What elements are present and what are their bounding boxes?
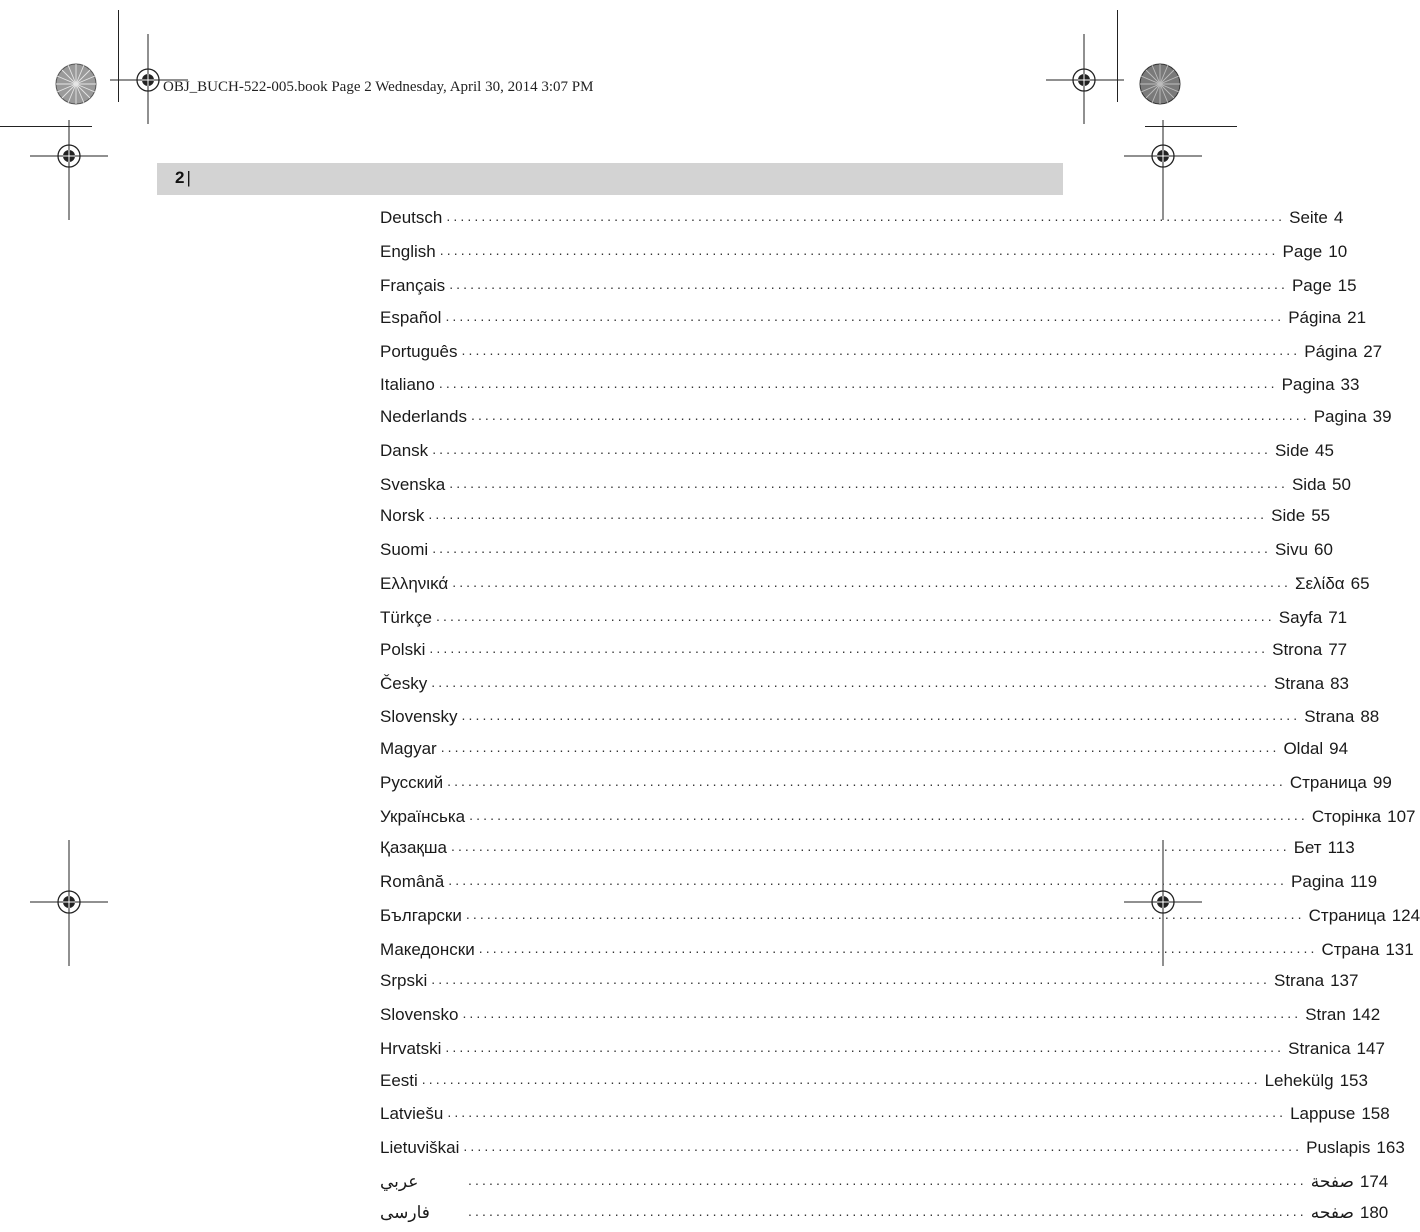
toc-entry[interactable] (380, 273, 1357, 299)
toc-page-label: صفحه (1310, 1203, 1354, 1222)
toc-page-number: 147 (1356, 1039, 1385, 1058)
toc-page-number: 15 (1337, 276, 1357, 295)
toc-page-number: 33 (1340, 375, 1360, 394)
crosshair-target-icon (1046, 34, 1124, 124)
toc-entry[interactable] (380, 968, 1359, 994)
toc-leader-dots: ........................................................................................................................ (429, 640, 1269, 656)
toc-page-number: 174 (1359, 1172, 1389, 1191)
toc-leader-dots: ........................................................................................................................ (468, 1172, 1307, 1188)
print-slug: OBJ_BUCH-522-005.book Page 2 Wednesday, April 30, 2014 3:07 PM (163, 79, 594, 95)
toc-leader-dots: ........................................................................................................................ (445, 1039, 1285, 1055)
toc-page-number: 4 (1333, 208, 1344, 227)
toc-page-label: Stran (1305, 1005, 1346, 1024)
toc-page-label: Side (1271, 506, 1306, 525)
toc-page-label: Strana (1274, 971, 1325, 990)
toc-page-label: Page (1291, 276, 1332, 295)
toc-leader-dots: ........................................................................................................................ (463, 1138, 1303, 1154)
toc-page-label: صفحة (1310, 1172, 1354, 1191)
toc-page-number: 10 (1328, 242, 1348, 261)
toc-leader-dots: ........................................................................................................................ (447, 1104, 1287, 1120)
toc-page-label: Sida (1291, 475, 1326, 494)
toc-language: Hrvatski (380, 1039, 442, 1058)
page-number-separator: | (186, 168, 191, 187)
toc-entry[interactable] (380, 903, 1420, 929)
toc-language: Dansk (380, 441, 429, 460)
toc-language: Suomi (380, 540, 429, 559)
toc-entry[interactable] (380, 1101, 1390, 1127)
toc-page-label: Sivu (1274, 540, 1309, 559)
toc-language: Deutsch (380, 208, 443, 227)
toc-page-number: 142 (1351, 1005, 1381, 1024)
toc-page-number: 94 (1329, 739, 1349, 758)
page-header-band (157, 163, 1063, 195)
toc-leader-dots: ........................................................................................................................ (478, 940, 1318, 956)
toc-entry[interactable] (380, 1169, 1389, 1195)
toc-page-number: 39 (1372, 407, 1392, 426)
toc-entry[interactable] (380, 438, 1334, 464)
toc-leader-dots: ........................................................................................................................ (431, 674, 1270, 690)
toc-language: Français (380, 276, 446, 295)
toc-language: Македонски (380, 940, 475, 959)
toc-entry[interactable] (380, 1200, 1389, 1226)
toc-leader-dots: ........................................................................................................................ (428, 506, 1268, 522)
toc-page-number: 77 (1328, 640, 1348, 659)
toc-page-label: Страна (1321, 940, 1380, 959)
toc-page-label: Pagina (1291, 872, 1344, 891)
toc-leader-dots: ........................................................................................................................ (468, 1203, 1307, 1219)
toc-page-number: 131 (1385, 940, 1414, 959)
toc-language: Українська (380, 807, 466, 826)
toc-entry[interactable] (380, 937, 1414, 963)
toc-leader-dots: ........................................................................................................................ (446, 208, 1286, 224)
toc-entry[interactable] (380, 339, 1383, 365)
toc-entry[interactable] (380, 205, 1344, 231)
toc-page-label: Бет (1293, 838, 1322, 857)
toc-leader-dots: ........................................................................................................................ (469, 807, 1308, 823)
toc-language: Eesti (380, 1071, 418, 1090)
toc-page-number: 153 (1339, 1071, 1368, 1090)
toc-entry[interactable] (380, 736, 1349, 762)
toc-leader-dots: ........................................................................................................................ (449, 276, 1288, 292)
registration-starburst-icon (54, 62, 98, 106)
toc-entry[interactable] (380, 1068, 1368, 1094)
toc-language: Magyar (380, 739, 437, 758)
toc-language: English (380, 242, 436, 261)
toc-language: Slovensko (380, 1005, 459, 1024)
toc-page-label: Page (1282, 242, 1323, 261)
toc-page-number: 113 (1327, 838, 1355, 857)
toc-entry[interactable] (380, 1036, 1385, 1062)
toc-page-number: 21 (1347, 308, 1367, 327)
toc-language: Қазақша (380, 838, 447, 857)
toc-entry[interactable] (380, 503, 1331, 529)
toc-entry[interactable] (380, 537, 1333, 563)
toc-leader-dots: ........................................................................................................................ (449, 475, 1288, 491)
toc-page-label: Страница (1308, 906, 1386, 925)
toc-page-number: 163 (1376, 1138, 1405, 1157)
toc-language: Slovensky (380, 707, 458, 726)
toc-language: Ελληνικά (380, 574, 449, 593)
toc-entry[interactable] (380, 404, 1392, 430)
crosshair-target-icon (30, 120, 108, 220)
toc-language: Português (380, 342, 458, 361)
toc-page-label: Strana (1304, 707, 1355, 726)
toc-leader-dots: ........................................................................................................................ (440, 739, 1280, 755)
toc-page-label: Sayfa (1278, 608, 1323, 627)
toc-leader-dots: ........................................................................................................................ (461, 342, 1301, 358)
toc-page-number: 88 (1360, 707, 1380, 726)
toc-page-number: 124 (1391, 906, 1420, 925)
toc-leader-dots: ........................................................................................................................ (432, 441, 1271, 457)
toc-page-number: 71 (1328, 608, 1348, 627)
toc-leader-dots: ........................................................................................................................ (461, 707, 1301, 723)
toc-language: Norsk (380, 506, 425, 525)
toc-entry[interactable] (380, 637, 1348, 663)
toc-leader-dots: ........................................................................................................................ (450, 838, 1290, 854)
toc-page-label: Pagina (1313, 407, 1367, 426)
toc-page-number: 99 (1372, 773, 1392, 792)
toc-page-number: 55 (1311, 506, 1331, 525)
toc-leader-dots: ........................................................................................................................ (435, 608, 1275, 624)
toc-page-number: 180 (1359, 1203, 1389, 1222)
toc-page-label: Σελίδα (1294, 574, 1345, 593)
toc-entry[interactable] (380, 472, 1351, 498)
toc-page-label: Oldal (1283, 739, 1324, 758)
toc-language: Svenska (380, 475, 446, 494)
toc-page-label: Lehekülg (1264, 1071, 1334, 1090)
toc-language: Latviešu (380, 1104, 444, 1123)
toc-language: Español (380, 308, 442, 327)
toc-language: Polski (380, 640, 426, 659)
toc-language: Srpski (380, 971, 428, 990)
toc-leader-dots: ........................................................................................................................ (448, 872, 1288, 888)
toc-page-label: Сторінка (1311, 807, 1382, 826)
toc-language: Lietuviškai (380, 1138, 460, 1157)
toc-page-number: 60 (1314, 540, 1333, 559)
toc-page-label: Pagina (1281, 375, 1335, 394)
registration-starburst-icon (1138, 62, 1182, 106)
toc-page-label: Strana (1274, 674, 1325, 693)
toc-page-label: Stranica (1288, 1039, 1351, 1058)
toc-language: Română (380, 872, 445, 891)
toc-language: Italiano (380, 375, 435, 394)
toc-language: Русский (380, 773, 444, 792)
toc-entry[interactable] (380, 770, 1392, 796)
toc-page-number: 45 (1314, 441, 1334, 460)
crosshair-target-icon (30, 840, 108, 966)
toc-entry[interactable] (380, 305, 1367, 331)
toc-entry[interactable] (380, 704, 1380, 730)
toc-leader-dots: ........................................................................................................................ (421, 1071, 1261, 1087)
toc-page-number: 65 (1350, 574, 1370, 593)
toc-leader-dots: ........................................................................................................................ (445, 308, 1285, 324)
toc-page-number: 27 (1363, 342, 1383, 361)
toc-language: Česky (380, 674, 428, 693)
toc-page-number: 107 (1387, 807, 1416, 826)
toc-page-label: Página (1288, 308, 1342, 327)
toc-entry[interactable] (380, 571, 1370, 597)
toc-page-label: Lappuse (1290, 1104, 1356, 1123)
toc-entry[interactable] (380, 671, 1350, 697)
toc-entry[interactable] (380, 1002, 1381, 1028)
toc-leader-dots: ........................................................................................................................ (439, 242, 1279, 258)
toc-language: Türkçe (380, 608, 432, 627)
toc-leader-dots: ........................................................................................................................ (452, 574, 1291, 590)
toc-entry[interactable] (380, 1135, 1405, 1161)
toc-page-number: 119 (1349, 872, 1378, 891)
toc-page-number: 158 (1361, 1104, 1390, 1123)
toc-entry[interactable] (380, 239, 1348, 265)
toc-leader-dots: ........................................................................................................................ (447, 773, 1286, 789)
toc-page-number: 50 (1332, 475, 1351, 494)
toc-page-label: Página (1304, 342, 1358, 361)
toc-entry[interactable] (380, 869, 1378, 895)
page-number (175, 168, 191, 188)
toc-leader-dots: ........................................................................................................................ (432, 540, 1271, 556)
toc-leader-dots: ........................................................................................................................ (465, 906, 1305, 922)
toc-leader-dots: ........................................................................................................................ (438, 375, 1278, 391)
toc-page-label: Side (1274, 441, 1309, 460)
toc-page-number: 83 (1330, 674, 1350, 693)
toc-page-label: Seite (1289, 208, 1328, 227)
toc-entry[interactable] (380, 372, 1360, 398)
toc-language: Nederlands (380, 407, 467, 426)
toc-entry[interactable] (380, 804, 1416, 830)
toc-page-label: Puslapis (1306, 1138, 1371, 1157)
toc-leader-dots: ........................................................................................................................ (470, 407, 1310, 423)
page-number-value: 2 (175, 168, 185, 187)
toc-entry[interactable] (380, 835, 1355, 861)
toc-leader-dots: ........................................................................................................................ (431, 971, 1270, 987)
toc-page-label: Strona (1272, 640, 1323, 659)
toc-language: Български (380, 906, 462, 925)
toc-leader-dots: ........................................................................................................................ (462, 1005, 1302, 1021)
toc-page-label: Страница (1289, 773, 1367, 792)
toc-entry[interactable] (380, 605, 1348, 631)
toc-language: فارسی (380, 1203, 430, 1222)
toc-page-number: 137 (1330, 971, 1359, 990)
toc-language: عربي (380, 1172, 419, 1191)
